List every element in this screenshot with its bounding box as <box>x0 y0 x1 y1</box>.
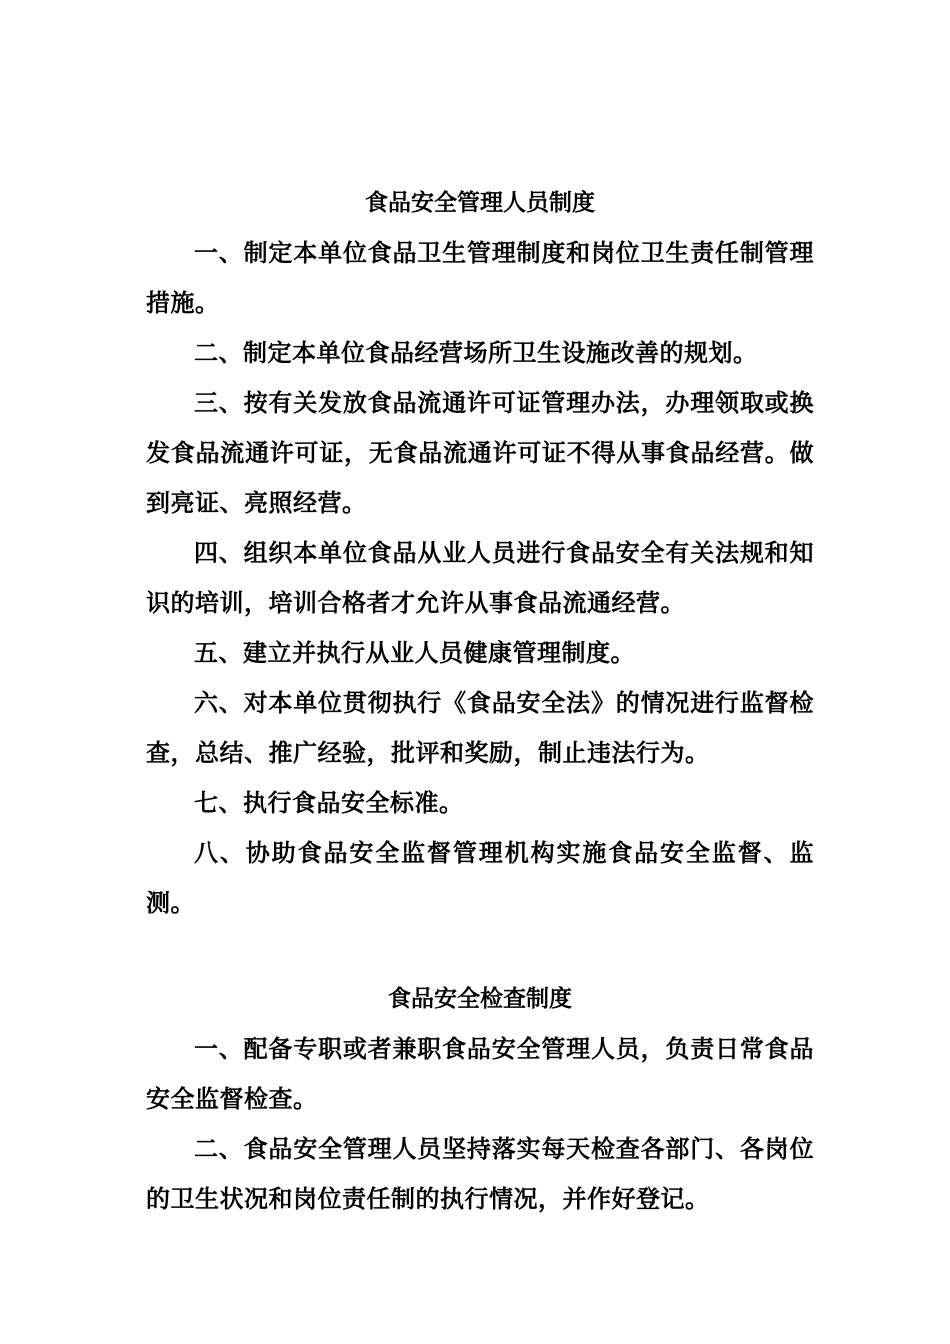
section-title: 食品安全检查制度 <box>388 986 572 1012</box>
paragraph-item: 一、制定本单位食品卫生管理制度和岗位卫生责任制管理措施。 <box>146 239 814 317</box>
paragraph-item: 四、组织本单位食品从业人员进行食品安全有关法规和知识的培训，培训合格者才允许从事食品流通经营。 <box>146 539 814 617</box>
paragraph-item: 一、配备专职或者兼职食品安全管理人员，负责日常食品安全监督检查。 <box>146 1035 814 1113</box>
section-food-safety-inspection <box>146 974 814 1224</box>
paragraph-item: 六、对本单位贯彻执行《食品安全法》的情况进行监督检查，总结、推广经验，批评和奖励，制止违法行为。 <box>146 689 814 767</box>
paragraph-item: 三、按有关发放食品流通许可证管理办法，办理领取或换发食品流通许可证，无食品流通许可证不得从事食品经营。做到亮证、亮照经营。 <box>146 389 814 517</box>
section-title: 食品安全管理人员制度 <box>365 190 595 216</box>
paragraph-item: 五、建立并执行从业人员健康管理制度。 <box>194 639 635 667</box>
paragraph-item: 二、制定本单位食品经营场所卫生设施改善的规划。 <box>194 339 758 367</box>
paragraph-item: 二、食品安全管理人员坚持落实每天检查各部门、各岗位的卫生状况和岗位责任制的执行情况，并作好登记。 <box>146 1135 814 1213</box>
paragraph-item: 七、执行食品安全标准。 <box>194 789 464 817</box>
paragraph-item: 八、协助食品安全监督管理机构实施食品安全监督、监测。 <box>146 839 814 917</box>
section-food-safety-personnel <box>146 178 814 928</box>
